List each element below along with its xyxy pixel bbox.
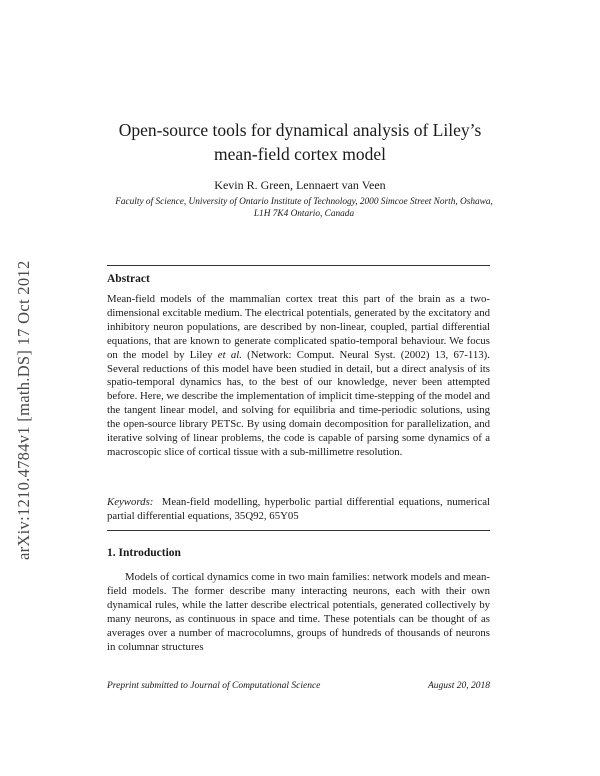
footer-date: August 20, 2018	[427, 681, 490, 691]
keywords	[107, 496, 490, 524]
abstract-text-italic: et al.	[217, 348, 242, 361]
arxiv-identifier: arXiv:1210.4784v1 [math.DS] 17 Oct 2012	[14, 260, 33, 560]
abstract-body	[107, 293, 490, 460]
abstract-bottom-rule	[107, 530, 490, 531]
abstract-text-part-2: (Network: Comput. Neural Syst. (2002) 13, 67-113). Several reductions of this model have been studied in detail, but a direct analysis of its spatio-temporal dynamics has, to the best of our knowledge, never been attempted before. Here, we describe the implementation of implicit time-stepping of the model and the tangent linear model, and solving for equilibria and time-periodic solutions, using the open-source library PETSc. By using domain decomposition for parallelization, and iterative solving of linear problems, the code is capable of parsing some dynamics of a macroscopic slice of cortical tissue with a sub-millimetre resolution.	[107, 348, 490, 458]
footer-submission-note: Preprint submitted to Journal of Computational Science	[107, 681, 321, 691]
abstract-heading: Abstract	[107, 273, 150, 285]
keywords-text: Mean-field modelling, hyperbolic partial differential equations, numerical partial differential equations, 35Q92, 65Y05	[107, 496, 490, 522]
section-heading-introduction: 1. Introduction	[107, 547, 181, 559]
abstract-text-part-1: Mean-field models of the mammalian cortex treat this part of the brain as a two-dimensional excitable medium. The electrical potentials, generated by the excitatory and inhibitory neuron populations, are described by non-linear, coupled, partial differential equations, that are known to generate complicated spatio-temporal behaviour. We focus on the model by Liley	[107, 293, 490, 361]
paper-title: Open-source tools for dynamical analysis of Liley’s mean-field cortex model	[118, 120, 482, 164]
keywords-label: Keywords:	[107, 496, 154, 508]
abstract-top-rule	[107, 265, 490, 266]
introduction-paragraph: Models of cortical dynamics come in two main families: network models and mean-field models. The former describe many interacting neurons, each with their own dynamical rules, while the latter describe electrical potentials, generated collectively by many neurons, as continuous in space and time. These potentials can be thought of as averages over a number of macrocolumns, groups of hundreds of thousands of neurons in columnar structures	[107, 571, 490, 653]
author-affiliation: Faculty of Science, University of Ontario Institute of Technology, 2000 Simcoe Street North, Oshawa, L1H 7K4 Ontario, Canada	[115, 197, 493, 219]
paper-authors: Kevin R. Green, Lennaert van Veen	[214, 178, 386, 192]
